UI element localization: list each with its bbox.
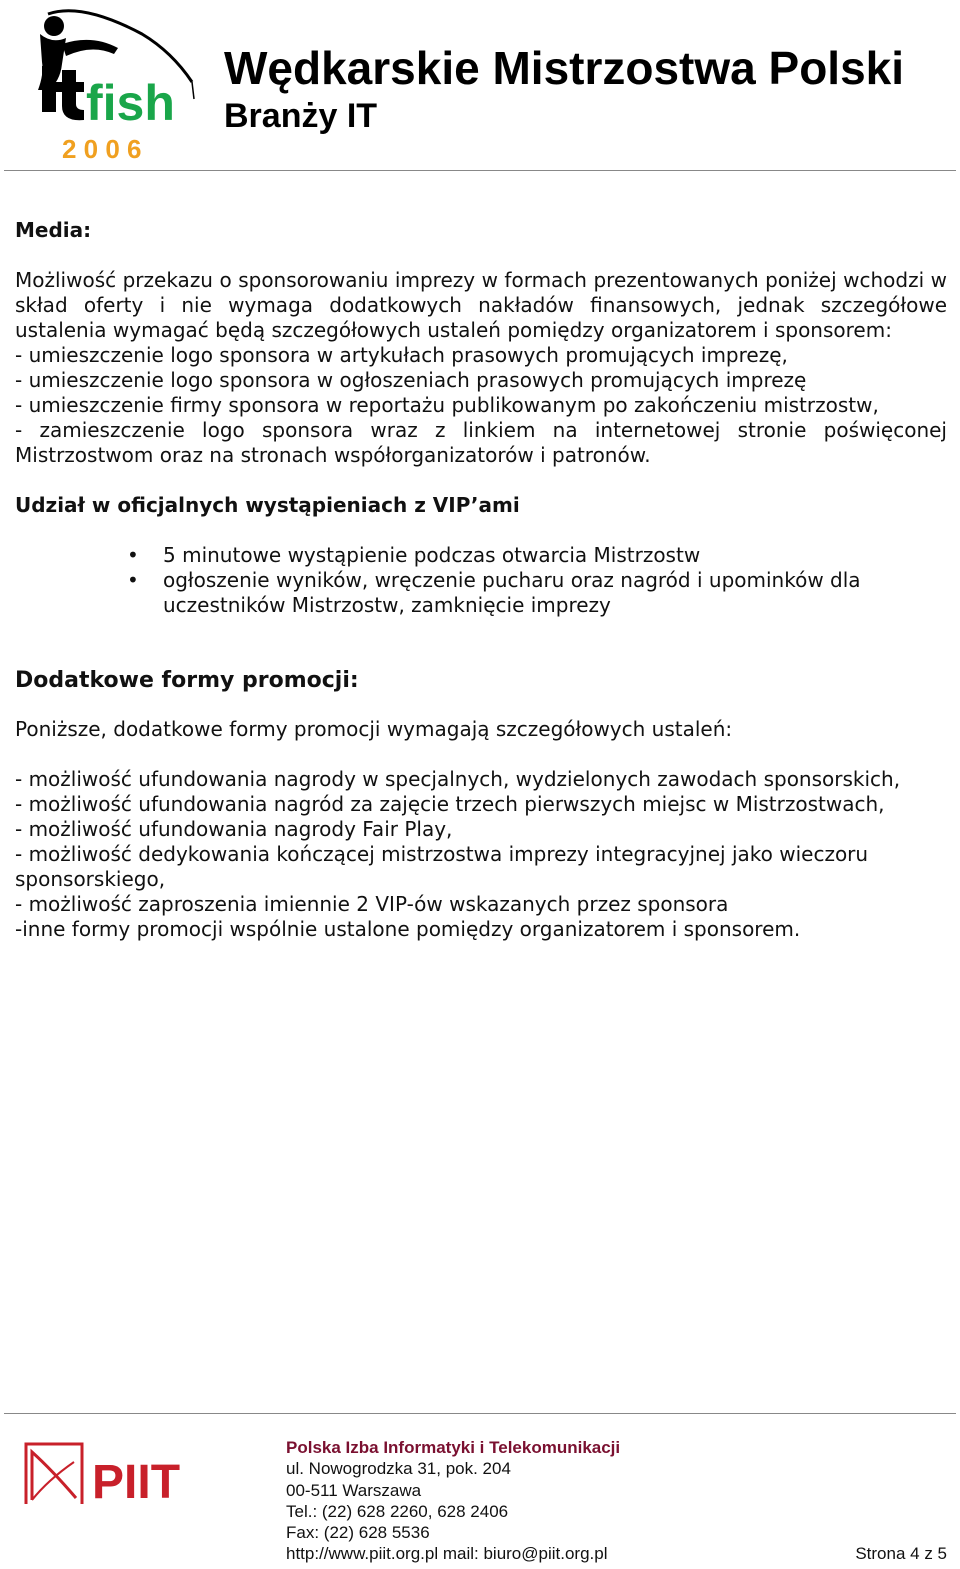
- vip-heading: Udział w oficjalnych wystąpieniach z VIP’ami: [15, 493, 520, 517]
- page-number: Strona 4 z 5: [855, 1544, 947, 1563]
- page-subtitle: Branży IT: [224, 97, 378, 135]
- vip-item-text: ogłoszenie wyników, wręczenie pucharu oraz nagród i upominków dla uczestników Mistrzostw, zamknięcie imprezy: [163, 568, 861, 617]
- vip-list-item: [127, 568, 947, 618]
- media-item: - zamieszczenie logo sponsora wraz z linkiem na internetowej stronie poświęconej Mistrzostwom oraz na stronach współorganizatorów i patronów.: [15, 418, 947, 467]
- it-fish-logo: [22, 4, 202, 164]
- promo-item: - możliwość ufundowania nagrody Fair Play,: [15, 817, 453, 841]
- media-item: - umieszczenie logo sponsora w artykułach prasowych promujących imprezę,: [15, 343, 788, 367]
- footer-contact: [286, 1437, 766, 1565]
- piit-logo: [22, 1440, 194, 1508]
- footer-fax: Fax: (22) 628 5536: [286, 1523, 430, 1543]
- page-title: Wędkarskie Mistrzostwa Polski: [224, 42, 905, 94]
- vip-item-text: 5 minutowe wystąpienie podczas otwarcia Mistrzostw: [163, 543, 701, 567]
- promo-heading: Dodatkowe formy promocji:: [15, 668, 359, 693]
- logo-fish-text: fish: [86, 75, 175, 131]
- bullet-icon: •: [127, 568, 139, 592]
- media-item: - umieszczenie logo sponsora w ogłoszeniach prasowych promujących imprezę: [15, 368, 807, 392]
- media-intro: Możliwość przekazu o sponsorowaniu imprezy w formach prezentowanych poniżej wchodzi w skład oferty i nie wymaga dodatkowych nakładów finansowych, jednak szczegółowe ustalenia wymagać będą szczegółowych ustaleń pomiędzy organizatorem i sponsorem:: [15, 268, 947, 342]
- media-item: - umieszczenie firmy sponsora w reportażu publikowanym po zakończeniu mistrzostw,: [15, 393, 879, 417]
- vip-list-item: [127, 543, 947, 568]
- header-divider: [4, 170, 956, 171]
- document-body: [15, 218, 947, 942]
- piit-logo-image: [22, 1440, 194, 1508]
- promo-intro: Poniższe, dodatkowe formy promocji wymagają szczegółowych ustaleń:: [15, 717, 733, 741]
- promo-item: - możliwość zaproszenia imiennie 2 VIP-ów wskazanych przez sponsora: [15, 892, 729, 916]
- vip-list: [15, 543, 947, 618]
- page-header: [0, 0, 960, 172]
- footer-web-mail: http://www.piit.org.pl mail: biuro@piit.org.pl: [286, 1544, 608, 1564]
- footer-address-street: ul. Nowogrodzka 31, pok. 204: [286, 1459, 511, 1479]
- promo-item: - możliwość dedykowania kończącej mistrzostwa imprezy integracyjnej jako wieczoru sponsorskiego,: [15, 842, 869, 891]
- media-heading: Media:: [15, 218, 92, 242]
- footer-address-city: 00-511 Warszawa: [286, 1480, 422, 1500]
- promo-item: - możliwość ufundowania nagród za zajęcie trzech pierwszych miejsc w Mistrzostwach,: [15, 792, 885, 816]
- footer-org-name: Polska Izba Informatyki i Telekomunikacji: [286, 1438, 621, 1457]
- piit-logo-text: PIIT: [92, 1456, 181, 1508]
- promo-item: - możliwość ufundowania nagrody w specjalnych, wydzielonych zawodach sponsorskich,: [15, 767, 901, 791]
- promo-item: -inne formy promocji wspólnie ustalone pomiędzy organizatorem i sponsorem.: [15, 917, 801, 941]
- footer-divider: [4, 1413, 956, 1414]
- it-fish-logo-image: [22, 4, 202, 164]
- bullet-icon: •: [127, 543, 139, 567]
- footer-phone: Tel.: (22) 628 2260, 628 2406: [286, 1501, 509, 1521]
- logo-year-text: 2 0 0 6: [62, 134, 142, 164]
